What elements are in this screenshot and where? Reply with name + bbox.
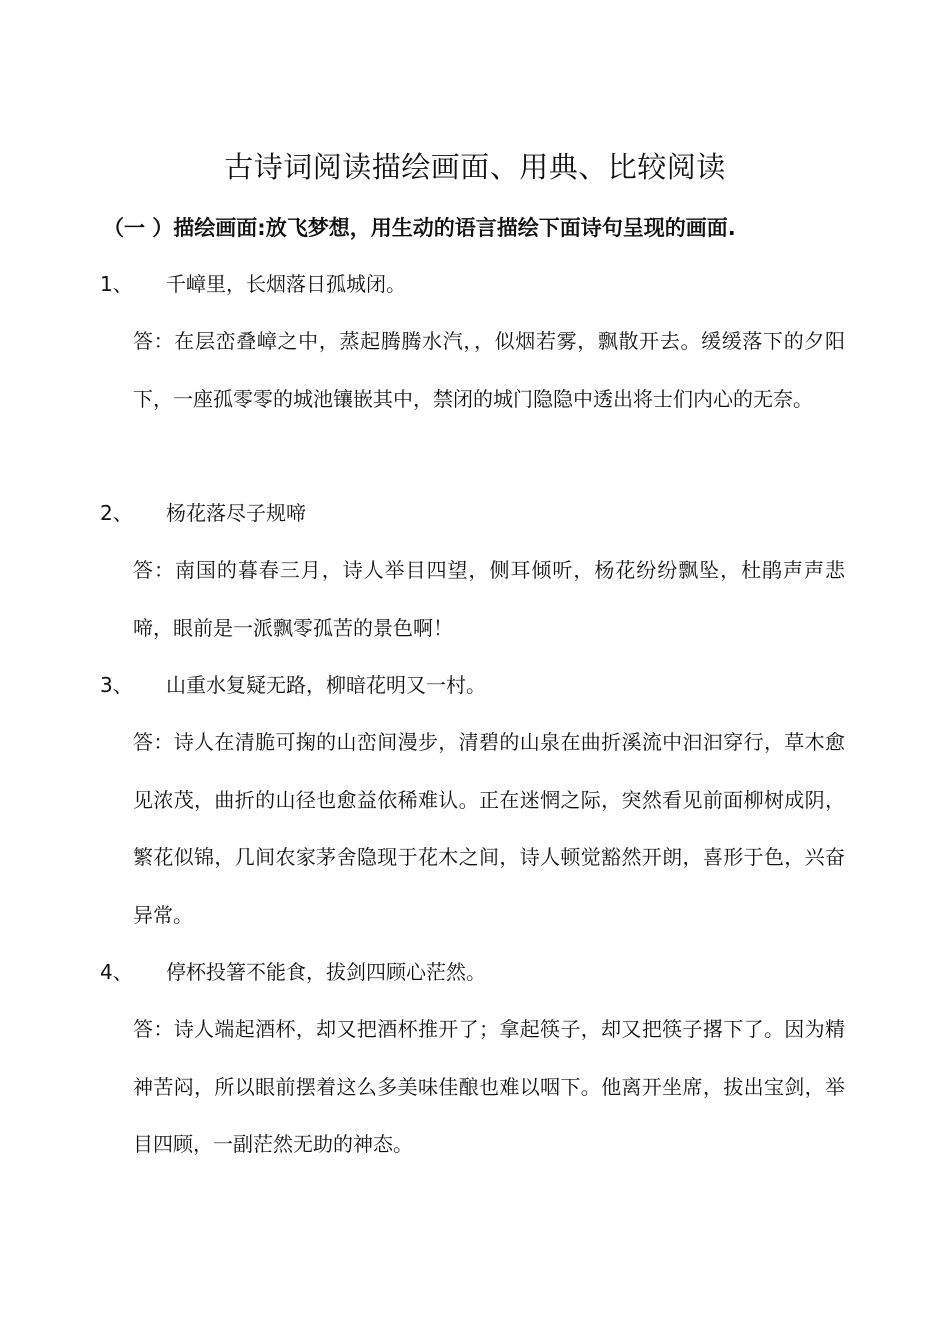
item-verse: 千嶂里，长烟落日孤城闭。: [166, 272, 406, 296]
item-answer: 答：诗人端起酒杯，却又把酒杯推开了；拿起筷子，却又把筷子撂下了。因为精神苦闷，所以眼前摆着这么多美味佳酿也难以咽下。他离开坐席，拔出宝剑，举目四顾，一副茫然无助的神态。: [133, 1017, 845, 1156]
item-verse: 杨花落尽子规啼: [166, 501, 306, 525]
item-verse: 停杯投箸不能食，拔剑四顾心茫然。: [166, 960, 486, 984]
section-heading: （一 ）描绘画面:放飞梦想，用生动的语言描绘下面诗句呈现的画面.: [103, 216, 736, 240]
item-answer: 答：在层峦叠嶂之中，蒸起腾腾水汽，，似烟若雾，飘散开去。缓缓落下的夕阳下，一座孤零零的城池镶嵌其中，禁闭的城门隐隐中透出将士们内心的无奈。: [133, 329, 845, 411]
item-answer: 答：南国的暮春三月，诗人举目四望，侧耳倾听，杨花纷纷飘坠，杜鹃声声悲啼，眼前是一派飘零孤苦的景色啊！: [133, 558, 845, 640]
item-number: 3、: [100, 673, 133, 697]
document-title: 古诗词阅读描绘画面、用典、比较阅读: [224, 150, 726, 184]
item-answer: 答：诗人在清脆可掬的山峦间漫步，清碧的山泉在曲折溪流中汩汩穿行，草木愈见浓茂，曲折的山径也愈益依稀难认。正在迷惘之际，突然看见前面柳树成阴，繁花似锦，几间农家茅舍隐现于花木之间，诗人顿觉豁然开朗，喜形于色，兴奋异常。: [133, 730, 845, 927]
item-number: 2、: [100, 501, 133, 525]
item-verse: 山重水复疑无路，柳暗花明又一村。: [166, 673, 486, 697]
item-number: 4、: [100, 960, 133, 984]
item-number: 1、: [100, 272, 133, 296]
